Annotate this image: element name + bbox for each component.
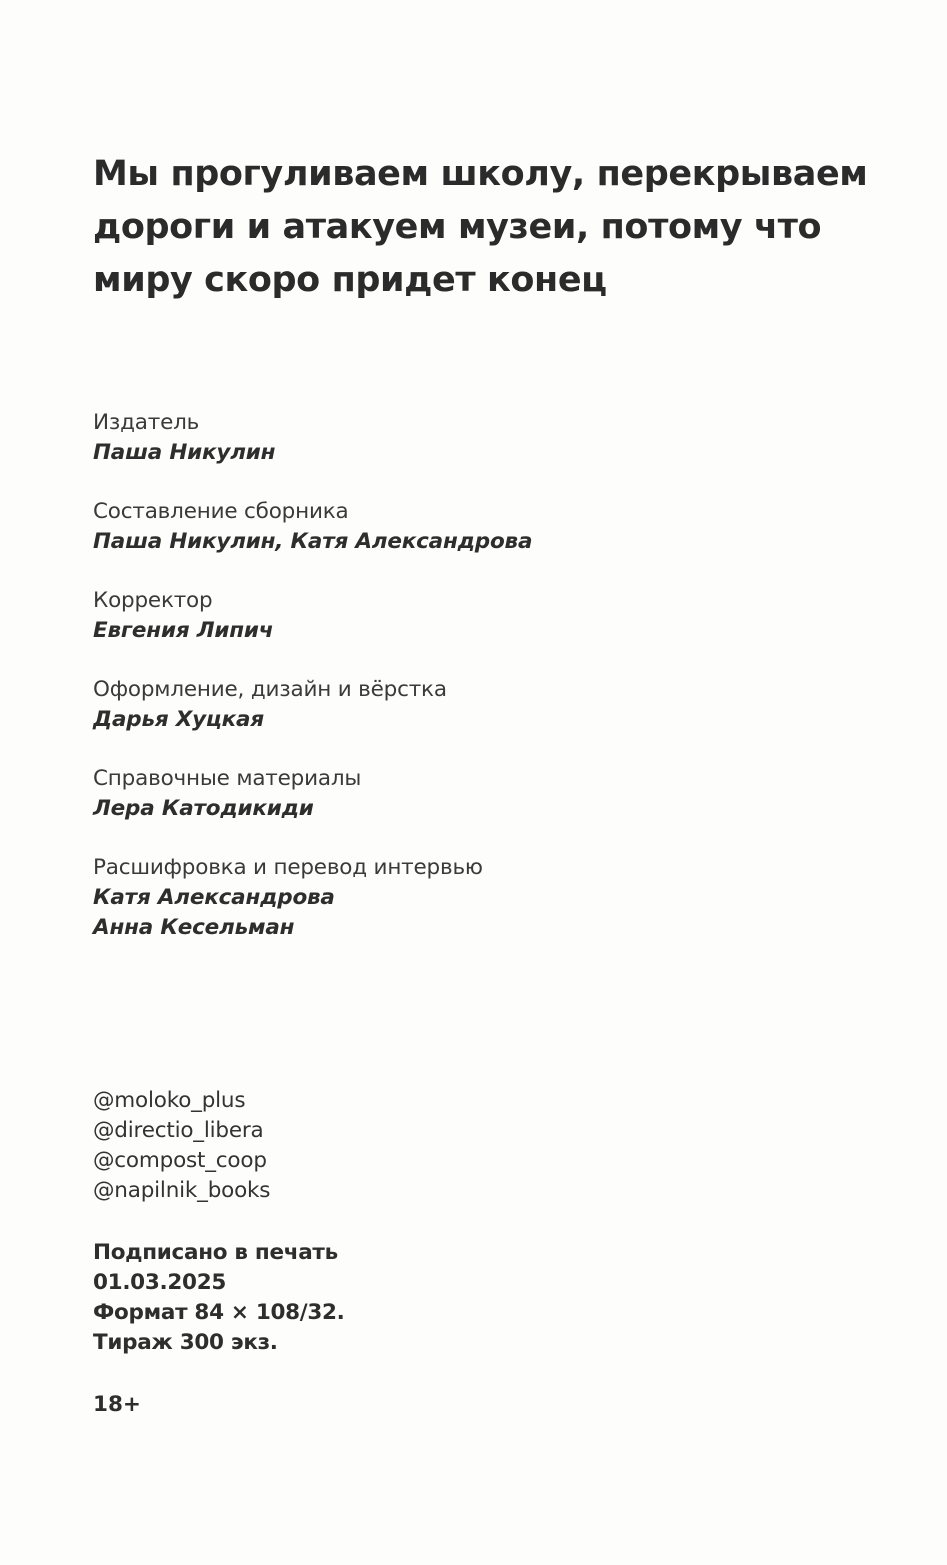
print-run: Тираж 300 экз.: [93, 1330, 278, 1355]
credit-name: Анна Кесельман: [93, 915, 295, 940]
age-rating: 18+: [93, 1392, 141, 1417]
social-handle: @directio_libera: [93, 1118, 264, 1143]
credit-name: Лера Катодикиди: [93, 796, 314, 821]
credit-role: Справочные материалы: [93, 766, 362, 791]
signed-label: Подписано в печать: [93, 1240, 338, 1265]
credit-role: Корректор: [93, 588, 213, 613]
signed-date: 01.03.2025: [93, 1270, 227, 1295]
credit-publisher: [93, 408, 853, 468]
social-handle: @compost_coop: [93, 1148, 267, 1173]
credit-role: Издатель: [93, 410, 200, 435]
credit-proofreader: [93, 586, 853, 646]
credit-role: Расшифровка и перевод интервью: [93, 855, 483, 880]
credit-transcription: [93, 853, 853, 943]
credit-compilation: [93, 497, 853, 557]
credit-role: Оформление, дизайн и вёрстка: [93, 677, 447, 702]
credit-name: Паша Никулин: [93, 440, 276, 465]
imprint-info: [93, 1238, 593, 1358]
credit-name: Катя Александрова: [93, 885, 335, 910]
credits-list: [93, 408, 853, 972]
credit-reference: [93, 764, 853, 824]
book-title: Мы прогуливаем школу, перекрываем дороги и атакуем музеи, потому что миру скоро придет конец: [93, 154, 868, 300]
format-info: Формат 84 × 108/32.: [93, 1300, 345, 1325]
social-handle: @napilnik_books: [93, 1178, 271, 1203]
credit-name: Паша Никулин, Катя Александрова: [93, 529, 533, 554]
credit-name: Евгения Липич: [93, 618, 274, 643]
social-handles: [93, 1086, 593, 1206]
credit-design: [93, 675, 853, 735]
credit-name: Дарья Хуцкая: [93, 707, 264, 732]
credit-role: Составление сборника: [93, 499, 349, 524]
social-handle: @moloko_plus: [93, 1088, 246, 1113]
